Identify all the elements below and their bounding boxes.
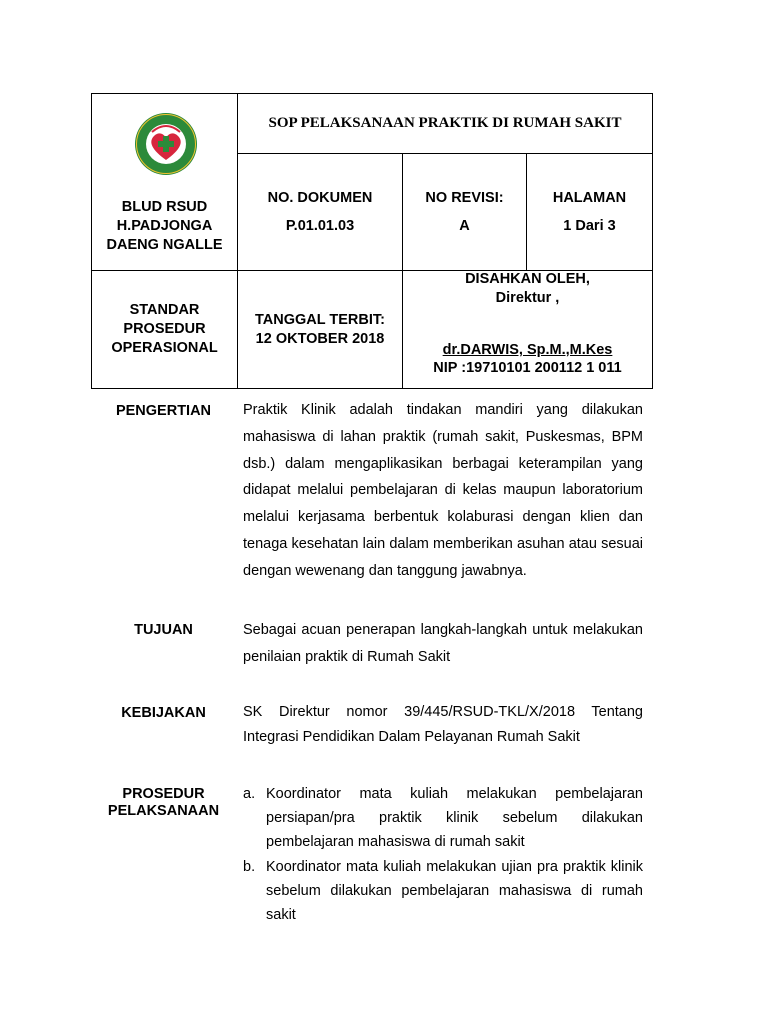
tujuan-label: TUJUAN: [134, 622, 193, 638]
hospital-logo: [134, 112, 198, 176]
hospital-name-line-2: H.PADJONGA: [116, 218, 213, 234]
sop-title: SOP PELAKSANAAN PRAKTIK DI RUMAH SAKIT: [238, 94, 653, 154]
kebijakan-label: KEBIJAKAN: [121, 705, 206, 721]
tujuan-text: Sebagai acuan penerapan langkah-langkah untuk melakukan penilaian praktik di Rumah Sakit: [243, 622, 643, 665]
approved-by-label: DISAHKAN OLEH,: [465, 271, 590, 287]
section-prosedur: [91, 782, 651, 924]
pengertian-label: PENGERTIAN: [115, 403, 212, 419]
hospital-name-line-3: DAENG NGALLE: [106, 237, 223, 253]
approval-cell: [403, 271, 653, 389]
sop-header-table: [91, 93, 653, 389]
step-text: Koordinator mata kuliah melakukan pembelajaran persiapan/pra praktik klinik sebelum dilakukan pembelajaran mahasiswa di rumah sakit: [266, 786, 643, 851]
prosedur-label-line-1: PROSEDUR: [122, 786, 205, 802]
issue-date-cell: [238, 271, 403, 389]
approver-signatory: dr.DARWIS, Sp.M.,M.Kes: [442, 342, 613, 358]
approver-position: Direktur ,: [495, 290, 560, 306]
hospital-identity-cell: [92, 94, 238, 271]
sop-type-line-2: PROSEDUR: [123, 321, 206, 337]
document-number-label: NO. DOKUMEN: [267, 189, 373, 206]
page-cell: [527, 154, 653, 271]
step-text: Koordinator mata kuliah melakukan ujian pra praktik klinik sebelum dilakukan pembelajaran mahasiswa di rumah sakit: [266, 858, 643, 924]
document-number-cell: [238, 154, 403, 271]
issue-date-label: TANGGAL TERBIT:: [255, 311, 385, 328]
page-value: 1 Dari 3: [563, 217, 616, 234]
hospital-logo-icon: [134, 112, 198, 176]
hospital-name-line-1: BLUD RSUD: [121, 199, 208, 215]
section-tujuan: [91, 617, 651, 677]
section-kebijakan: [91, 700, 651, 756]
approver-nip: NIP :19710101 200112 1 011: [433, 360, 622, 376]
hospital-name: [92, 198, 237, 255]
prosedur-step-b: [243, 855, 643, 928]
issue-date-value: 12 OKTOBER 2018: [255, 330, 385, 347]
sop-type-line-1: STANDAR: [129, 302, 200, 318]
prosedur-label: [91, 786, 236, 820]
sop-type-cell: [92, 271, 238, 389]
page-label: HALAMAN: [552, 189, 627, 206]
section-pengertian: [91, 397, 651, 597]
revision-label: NO REVISI:: [425, 189, 504, 206]
step-marker: b.: [243, 858, 256, 875]
revision-value: A: [459, 217, 470, 234]
prosedur-label-line-2: PELAKSANAAN: [107, 803, 220, 819]
prosedur-steps-list: [243, 782, 643, 927]
revision-cell: [403, 154, 527, 271]
sop-type-line-3: OPERASIONAL: [111, 340, 218, 356]
prosedur-step-a: [243, 782, 643, 855]
kebijakan-text: SK Direktur nomor 39/445/RSUD-TKL/X/2018 Tentang Integrasi Pendidikan Dalam Pelayanan Rumah Sakit: [243, 704, 643, 745]
document-number-value: P.01.01.03: [285, 217, 355, 234]
pengertian-text: Praktik Klinik adalah tindakan mandiri yang dilakukan mahasiswa di lahan praktik (rumah sakit, Puskesmas, BPM dsb.) dalam mengaplikasikan berbagai keterampilan yang didapat melalui pembelajaran di kelas maupun laboratorium melalui kerjasama berbentuk kolaburasi dengan klien dan tenaga kesehatan lain dalam memberikan asuhan atau sesuai dengan wewenang dan tanggung jawabnya.: [243, 402, 643, 579]
step-marker: a.: [243, 786, 256, 802]
